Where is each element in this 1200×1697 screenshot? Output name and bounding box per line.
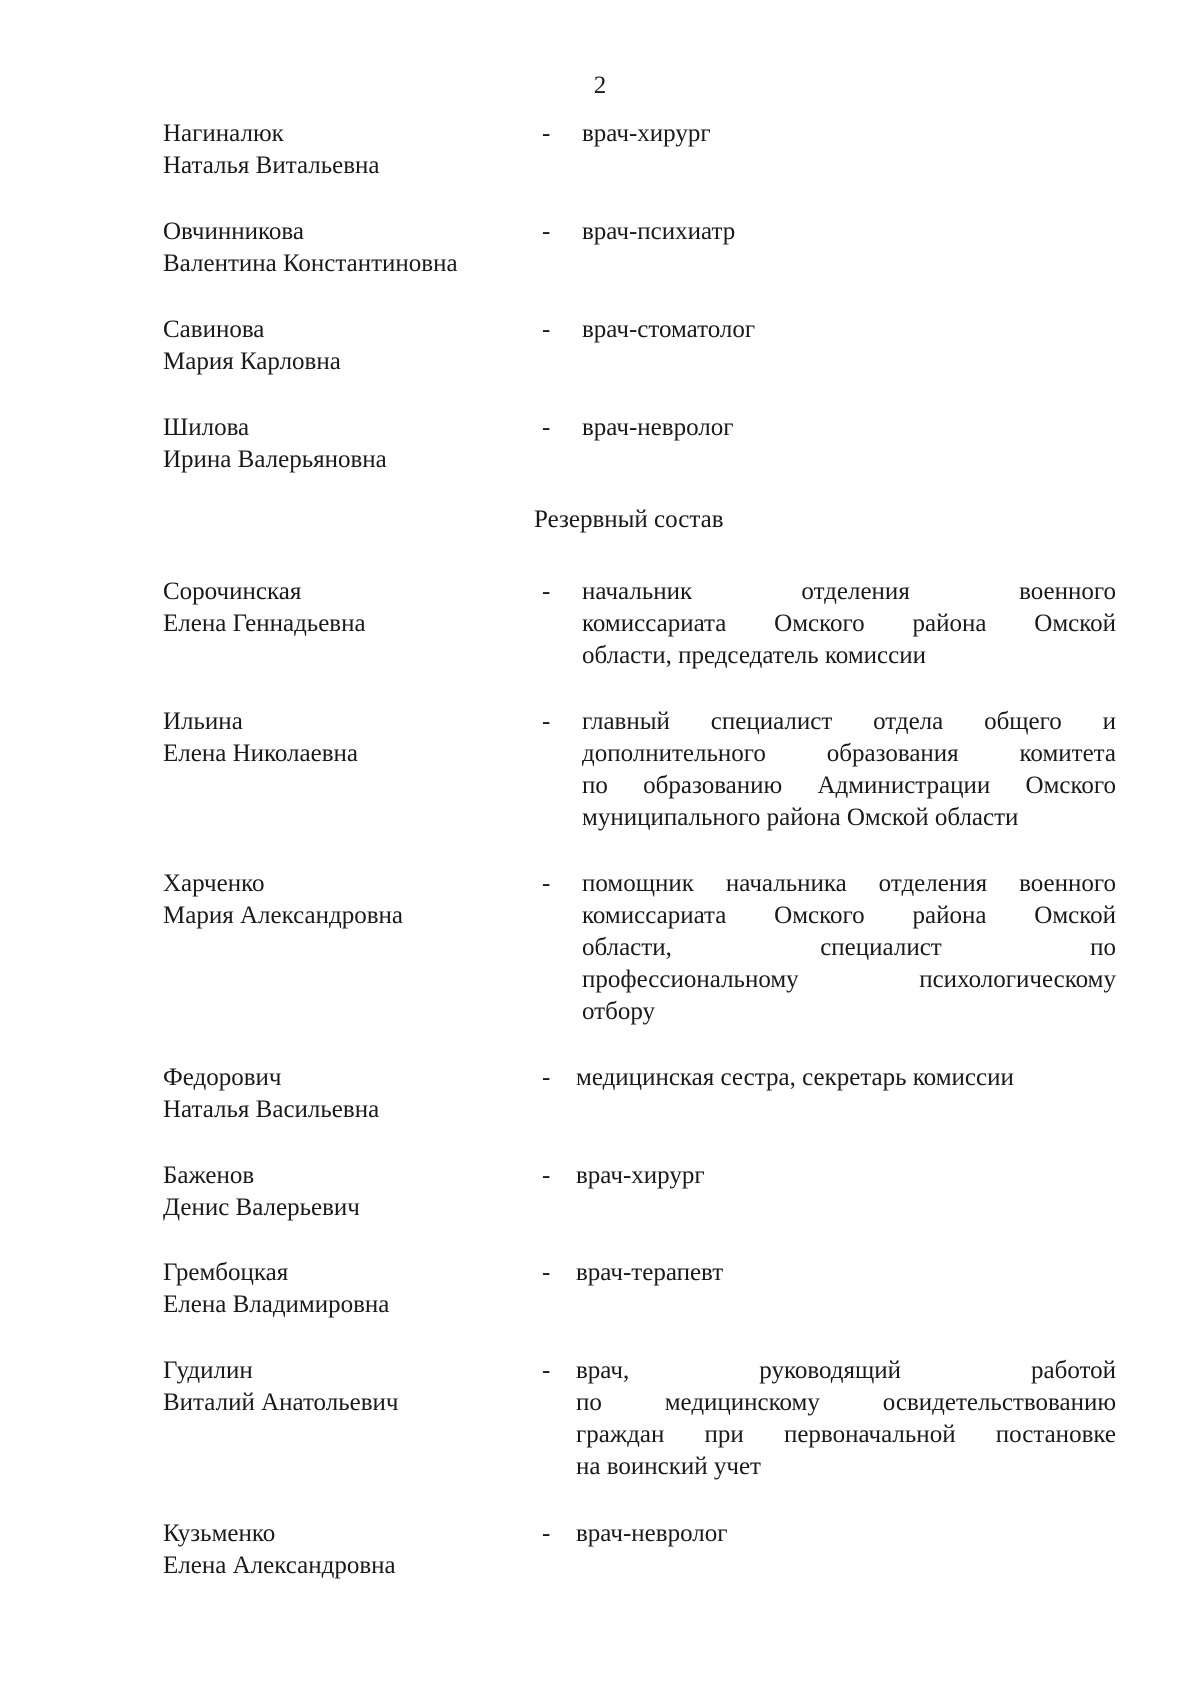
member-given-name: Мария Карловна [163,348,341,375]
member-role [576,1518,1110,1550]
member-given-name: Виталий Анатольевич [163,1389,399,1416]
member-given-name: Наталья Витальевна [163,152,380,179]
member-name [163,412,523,476]
member-given-name: Денис Валерьевич [163,1194,360,1221]
dash-separator: - [542,1259,551,1286]
member-role [582,868,1116,1028]
dash-separator: - [542,1520,551,1547]
role-line: врач-невролог [576,1520,728,1547]
member-role [576,1062,1110,1094]
member-given-name: Елена Александровна [163,1552,396,1579]
member-role [582,412,1116,444]
member-given-name: Валентина Константиновна [163,250,458,277]
role-line: области, председатель комиссии [582,642,926,669]
role-line: медицинская сестра, секретарь комиссии [576,1064,1014,1091]
member-given-name: Елена Владимировна [163,1291,390,1318]
dash-separator: - [542,120,551,147]
role-line: муниципального района Омской области [582,804,1019,831]
member-surname: Кузьменко [163,1520,276,1547]
member-role [576,1160,1110,1192]
member-role [576,1257,1110,1289]
member-name [163,118,523,182]
role-line: врач-хирург [576,1162,705,1189]
page-number: 2 [593,72,607,99]
role-line: врач-хирург [582,120,711,147]
member-surname: Федорович [163,1064,282,1091]
role-line: врач-терапевт [576,1259,724,1286]
role-line: помощник начальника отделения военного [582,870,1116,897]
member-role [582,216,1116,248]
member-role [582,706,1116,834]
member-surname: Шилова [163,414,250,441]
dash-separator: - [542,708,551,735]
member-role [576,1355,1116,1483]
role-line: врач-стоматолог [582,316,756,343]
member-given-name: Елена Геннадьевна [163,610,366,637]
member-surname: Нагиналюк [163,120,284,147]
member-name [163,1355,523,1419]
role-line: начальник отделения военного [582,578,1116,605]
dash-separator: - [542,578,551,605]
dash-separator: - [542,1162,551,1189]
member-role [582,118,1116,150]
member-name [163,1257,523,1321]
role-line: дополнительного образования комитета [582,740,1116,767]
role-line: по образованию Администрации Омского [582,772,1116,799]
member-surname: Сорочинская [163,578,302,605]
role-line: комиссариата Омского района Омской [582,610,1116,637]
dash-separator: - [542,414,551,441]
member-given-name: Наталья Васильевна [163,1096,380,1123]
role-line: профессиональному психологическому [582,966,1116,993]
role-line: области, специалист по [582,934,1116,961]
role-line: отбору [582,998,655,1025]
member-surname: Ильина [163,708,243,735]
member-role [582,576,1116,672]
member-name [163,314,523,378]
member-name [163,1062,523,1126]
dash-separator: - [542,1357,551,1384]
role-line: врач-невролог [582,414,734,441]
member-name [163,1518,523,1582]
member-given-name: Ирина Валерьяновна [163,446,387,473]
member-given-name: Мария Александровна [163,902,403,929]
role-line: на воинский учет [576,1453,761,1480]
dash-separator: - [542,870,551,897]
role-line: граждан при первоначальной постановке [576,1421,1116,1448]
role-line: комиссариата Омского района Омской [582,902,1116,929]
member-surname: Баженов [163,1162,255,1189]
member-surname: Овчинникова [163,218,304,245]
role-line: врач-психиатр [582,218,736,245]
role-line: по медицинскому освидетельствованию [576,1389,1116,1416]
member-surname: Грембоцкая [163,1259,289,1286]
member-name [163,706,523,770]
role-line: главный специалист отдела общего и [582,708,1116,735]
member-name [163,216,523,280]
member-name [163,868,523,932]
role-line: врач, руководящий работой [576,1357,1116,1384]
member-given-name: Елена Николаевна [163,740,358,767]
dash-separator: - [542,316,551,343]
member-role [582,314,1116,346]
dash-separator: - [542,1064,551,1091]
dash-separator: - [542,218,551,245]
member-surname: Харченко [163,870,265,897]
member-surname: Гудилин [163,1357,253,1384]
member-name [163,1160,523,1224]
reserve-section-title: Резервный состав [534,506,724,533]
member-name [163,576,523,640]
member-surname: Савинова [163,316,265,343]
